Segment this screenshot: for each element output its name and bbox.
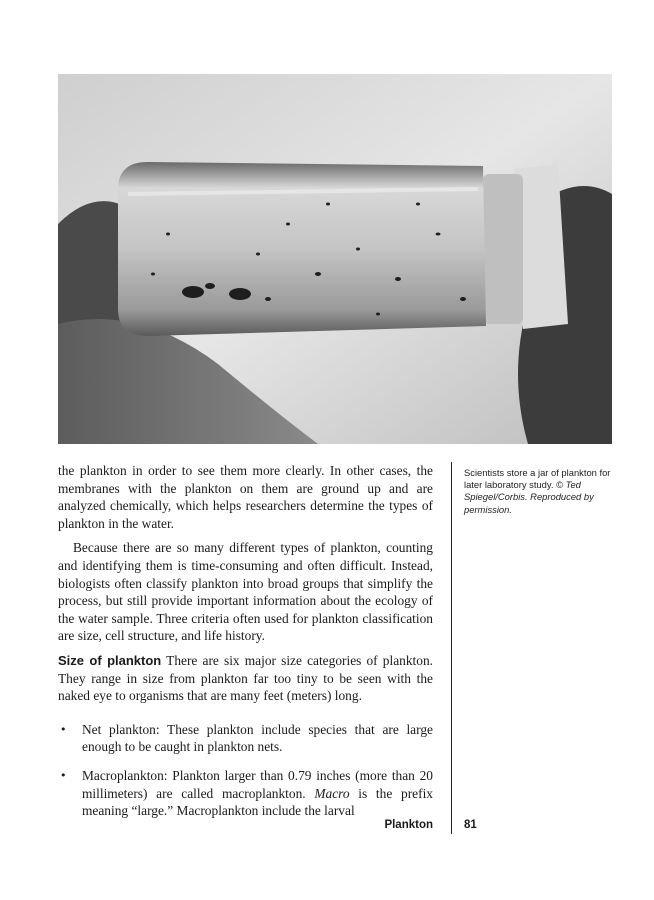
list-item <box>58 767 433 820</box>
page-number: 81 <box>464 819 477 831</box>
bullet-icon: • <box>60 722 67 736</box>
photo-caption <box>464 467 614 516</box>
bullet-macroplankton-b: is the prefix meaning “large.” Macroplankton include the larval <box>82 785 433 819</box>
bullet-icon: • <box>60 768 67 782</box>
paragraph-1: the plankton in order to see them more clearly. In other cases, the membranes with the plankton on them are ground up and are analyzed chemically, which helps researchers determine the types of plankton in the water. <box>58 463 433 531</box>
bullet-net-plankton: Net plankton: These plankton include species that are large enough to be caught in plankton nets. <box>82 721 433 755</box>
caption-credit: © Ted Spiegel/Corbis. Reproduced by permission. <box>464 479 594 515</box>
caption-text: Scientists store a jar of plankton for later laboratory study. <box>464 467 611 491</box>
body-text-column <box>58 462 433 831</box>
plankton-jar-image <box>58 74 612 444</box>
paragraph-3-text: There are six major size categories of plankton. They range in size from plankton far too tiny to be seen with the naked eye to organisms that are many feet (meters) long. <box>58 652 433 704</box>
plankton-jar-photo <box>58 74 612 444</box>
bullet-macro-term: Macro <box>314 785 350 801</box>
column-divider <box>451 462 452 834</box>
size-category-list <box>58 721 433 820</box>
paragraph-2: Because there are so many different types of plankton, counting and identifying them is time-consuming and often difficult. Instead, biologists often classify plankton into broad groups that simplify the process, but still provide important information about the ecology of the water sample. Three criteria often used for plankton classification are size, cell structure, and life history. <box>58 540 433 644</box>
list-item <box>58 721 433 756</box>
paragraph-3 <box>58 652 433 705</box>
size-of-plankton-heading: Size of plankton <box>58 652 162 668</box>
bullet-macroplankton-a: Macroplankton: Plankton larger than 0.79 inches (more than 20 millimeters) are called macroplankton. <box>82 767 433 801</box>
running-footer-title: Plankton <box>384 819 433 831</box>
